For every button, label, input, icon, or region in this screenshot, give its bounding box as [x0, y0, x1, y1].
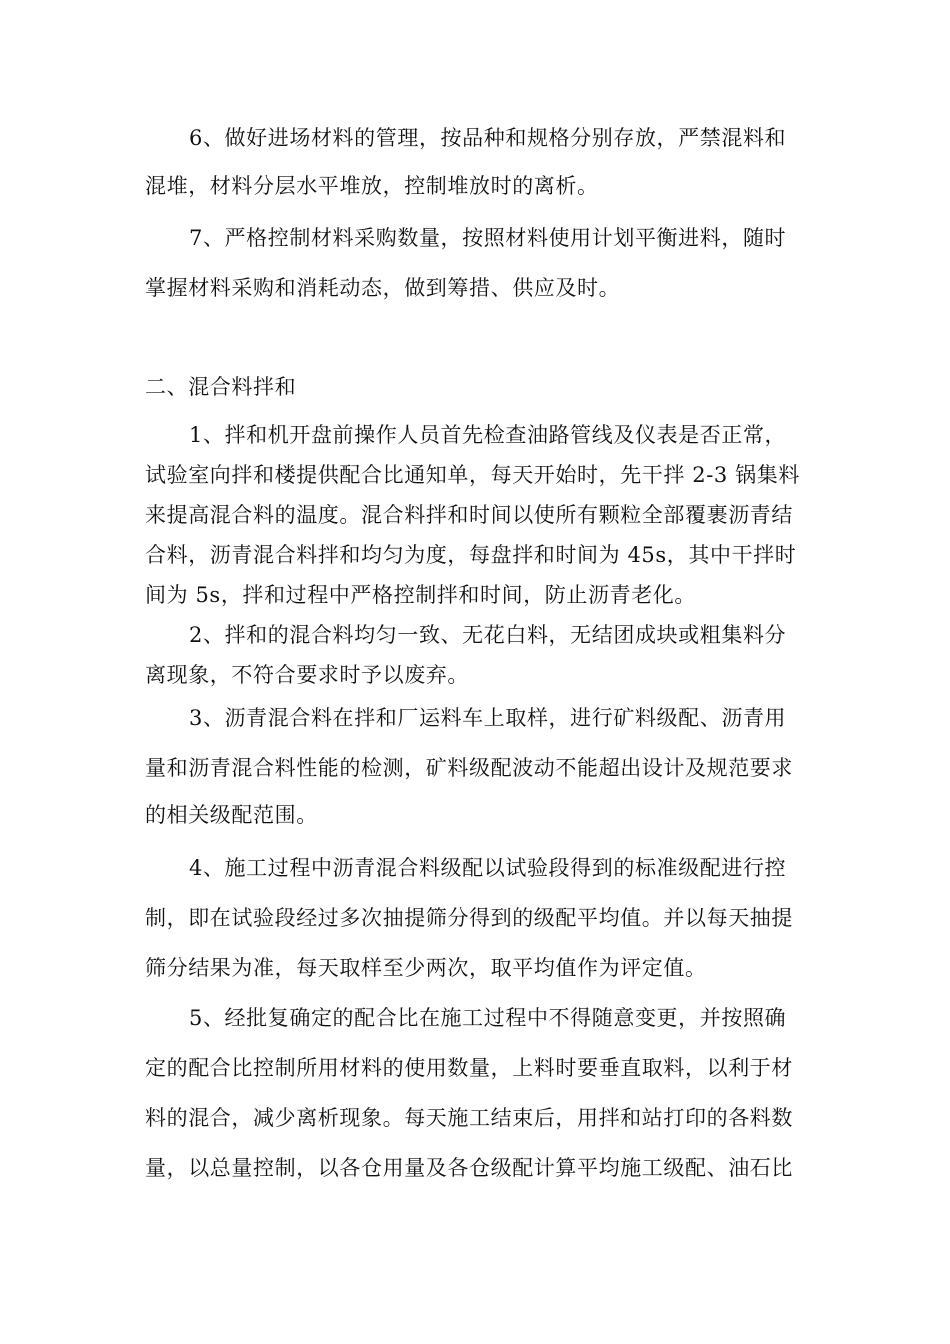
item-4-line-1: 4、施工过程中沥青混合料级配以试验段得到的标准级配进行控	[189, 856, 787, 880]
paragraph-6-line-2: 混堆，材料分层水平堆放，控制堆放时的离析。	[145, 174, 599, 198]
section-heading: 二、混合料拌和	[145, 375, 297, 399]
item-5-line-4: 量，以总量控制，以各仓用量及各仓级配计算平均施工级配、油石比	[145, 1156, 793, 1180]
item-4-line-2: 制，即在试验段经过多次抽提筛分得到的级配平均值。并以每天抽提	[145, 906, 793, 930]
paragraph-7-line-2: 掌握材料采购和消耗动态，做到筹措、供应及时。	[145, 276, 621, 300]
item-5-line-3: 料的混合，减少离析现象。每天施工结束后，用拌和站打印的各料数	[145, 1106, 793, 1130]
item-3-line-3: 的相关级配范围。	[145, 803, 318, 827]
item-4-line-3: 筛分结果为准，每天取样至少两次，取平均值作为评定值。	[145, 956, 707, 980]
item-5-line-1: 5、经批复确定的配合比在施工过程中不得随意变更，并按照确	[189, 1006, 787, 1030]
paragraph-7-line-1: 7、严格控制材料采购数量，按照材料使用计划平衡进料，随时	[189, 226, 787, 250]
item-2-line-1: 2、拌和的混合料均匀一致、无花白料，无结团成块或粗集料分	[189, 623, 787, 647]
item-5-line-2: 定的配合比控制所用材料的使用数量，上料时要垂直取料，以利于材	[145, 1056, 793, 1080]
item-3-line-1: 3、沥青混合料在拌和厂运料车上取样，进行矿料级配、沥青用	[189, 706, 787, 730]
item-2-line-2: 离现象，不符合要求时予以废弃。	[145, 663, 469, 687]
item-1-line-2: 试验室向拌和楼提供配合比通知单，每天开始时，先干拌 2-3 锅集料	[145, 463, 800, 487]
paragraph-6-line-1: 6、做好进场材料的管理，按品种和规格分别存放，严禁混料和	[189, 126, 787, 150]
item-1-line-5: 间为 5s，拌和过程中严格控制拌和时间，防止沥青老化。	[145, 583, 697, 607]
item-1-line-3: 来提高混合料的温度。混合料拌和时间以使所有颗粒全部覆裹沥青结	[145, 503, 793, 527]
item-1-line-1: 1、拌和机开盘前操作人员首先检查油路管线及仪表是否正常，	[189, 423, 787, 447]
item-3-line-2: 量和沥青混合料性能的检测，矿料级配波动不能超出设计及规范要求	[145, 756, 793, 780]
item-1-line-4: 合料，沥青混合料拌和均匀为度，每盘拌和时间为 45s，其中干拌时	[145, 543, 797, 567]
